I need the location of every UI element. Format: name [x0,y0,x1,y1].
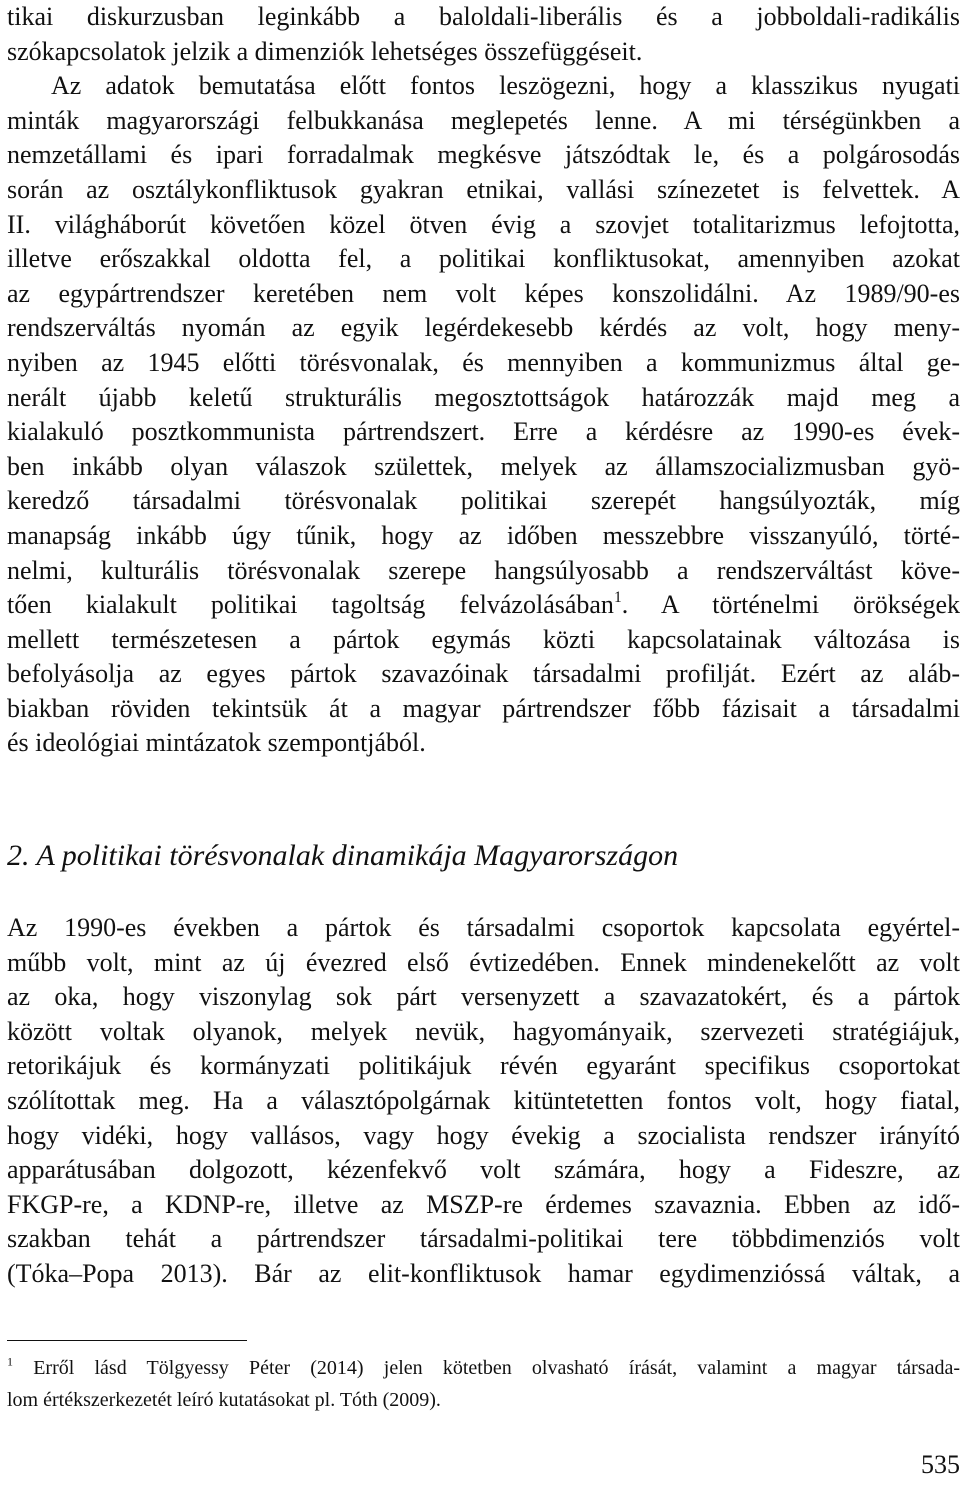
text-line: Az adatok bemutatása előtt fontos leszögezni, hogy a klasszikus nyugati [51,71,960,101]
footnote-line [7,1352,960,1384]
text-line: Az 1990-es években a pártok és társadalmi csoportok kapcsolata egyértel- [7,913,960,942]
text-line: befolyásolja az egyes pártok szavazóinak társadalmi profilját. Ezért az aláb- [7,659,960,689]
text-line: keredző társadalmi törésvonalak politikai szerepét hangsúlyozták, míg [7,486,960,516]
text-line: az oka, hogy viszonylag sok párt versenyzett a szavazatokért, és a pártok [7,982,960,1012]
body-paragraph-1 [7,0,960,761]
text-line: szakban tehát a pártrendszer társadalmi-politikai tere többdimenziós volt [7,1224,960,1254]
text-line: tikai diskurzusban leginkább a baloldali-liberális és a jobboldali-radikális [7,2,960,31]
text-line: retorikájuk és kormányzati politikájuk révén egyaránt specifikus csoportokat [7,1051,960,1081]
text-line: (Tóka–Popa 2013). Bár az elit-konfliktusok hamar egydimenzióssá váltak, a [7,1258,960,1288]
page-number: 535 [921,1450,960,1479]
text-line: között voltak olyanok, melyek nevük, hagyományaik, szervezeti stratégiájuk, [7,1016,960,1046]
text-line: apparátusában dolgozott, kézenfekvő volt számára, hogy a Fideszre, az [7,1155,960,1185]
footnote-reference[interactable]: 1 [613,589,622,607]
footnote-marker: 1 [7,1354,13,1369]
section-heading: 2. A politikai törésvonalak dinamikája Magyarországon [7,839,679,872]
text-line: rendszerváltás nyomán az egyik legérdekesebb kérdés az volt, hogy meny- [7,313,960,343]
text-line: nerált újabb keletű strukturális megosztottságok határozzák majd meg a [7,382,960,412]
text-line: szólítottak meg. Ha a választópolgárnak kitüntetetten fontos volt, hogy fiatal, [7,1085,960,1115]
text-line: nyiben az 1945 előtti törésvonalak, és mennyiben a kommunizmus által ge- [7,347,960,377]
text-line: ben inkább olyan válaszok születtek, melyek az államszocializmusban gyö- [7,451,960,481]
text-line: műbb volt, mint az új évezred első évtizedében. Ennek mindenekelőtt az volt [7,947,960,977]
text-segment: tően kialakult politikai tagoltság felvázolásában [7,590,614,620]
footnote-text: Erről lásd Tölgyessy Péter (2014) jelen kötetben olvasható írását, valamint a magyar társada- [13,1357,960,1379]
body-paragraph-2 [7,911,960,1292]
text-line: nelmi, kulturális törésvonalak szerepe hangsúlyosabb a rendszerváltást köve- [7,555,960,585]
text-line: mellett természetesen a pártok egymás közti kapcsolatainak változása is [7,624,960,654]
text-line: nemzetállami és ipari forradalmak megkésve játszódtak le, és a polgárosodás [7,140,960,170]
footnote [7,1352,960,1416]
text-line: során az osztálykonfliktusok gyakran etnikai, vallási színezetet is felvettek. A [7,174,960,204]
footnote-separator [7,1340,247,1341]
text-line: biakban röviden tekintsük át a magyar pártrendszer főbb fázisait a társadalmi [7,693,960,723]
text-line: minták magyarországi felbukkanása meglepetés lenne. A mi térségünkben a [7,105,960,135]
footnote-line: lom értékszerkezetét leíró kutatásokat pl. Tóth (2009). [7,1389,441,1411]
text-line: szókapcsolatok jelzik a dimenziók lehetséges összefüggéseit. [7,36,643,66]
text-line-with-footnote-ref [7,588,960,623]
text-line: II. világháborút követően közel ötven évig a szovjet totalitarizmus lefojtotta, [7,209,960,239]
text-line: illetve erőszakkal oldotta fel, a politikai konfliktusokat, amennyiben azokat [7,244,960,274]
text-line: és ideológiai mintázatok szempontjából. [7,728,426,758]
text-line: FKGP-re, a KDNP-re, illetve az MSZP-re érdemes szavaznia. Ebben az idő- [7,1189,960,1219]
text-line: kialakuló posztkommunista pártrendszert. Erre a kérdésre az 1990-es évek- [7,417,960,447]
text-line: manapság inkább úgy tűnik, hogy az időben messzebbre visszanyúló, törté- [7,520,960,550]
text-segment: . A történelmi örökségek [621,590,960,620]
text-line: az egypártrendszer keretében nem volt képes konszolidálni. Az 1989/90-es [7,278,960,308]
text-line: hogy vidéki, hogy vallásos, vagy hogy évekig a szocialista rendszer irányító [7,1120,960,1150]
